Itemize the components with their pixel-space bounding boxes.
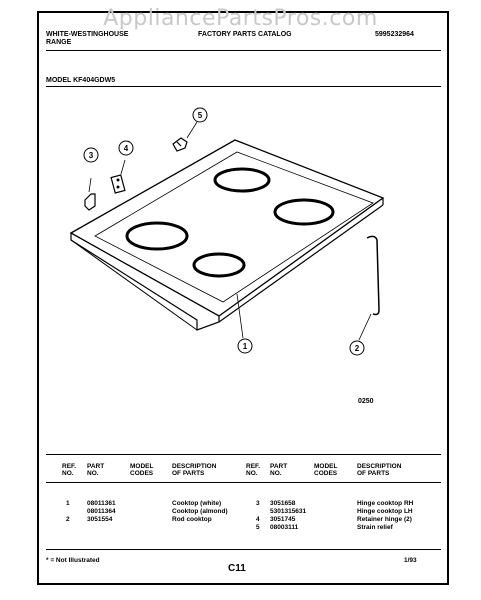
callout-5-label: 5 bbox=[197, 111, 203, 120]
row-part: 08003111 bbox=[270, 524, 299, 531]
burner-opening-left bbox=[127, 223, 187, 249]
cooktop-surface bbox=[71, 140, 383, 316]
callout-5 bbox=[193, 108, 207, 122]
burner-opening-right bbox=[275, 200, 333, 224]
th-model-left: MODEL CODES bbox=[130, 463, 154, 477]
hinge-cooktop-part bbox=[85, 194, 95, 210]
th-ref-left: REF. NO. bbox=[62, 463, 77, 477]
model-rule bbox=[46, 86, 441, 87]
row-part: 3051554 bbox=[87, 516, 113, 523]
row-desc: Rod cooktop bbox=[172, 516, 212, 523]
callout-2 bbox=[350, 341, 364, 355]
not-illustrated-note: * = Not Illustrated bbox=[46, 557, 100, 564]
callout-3 bbox=[84, 148, 98, 162]
row-desc: Cooktop (white) bbox=[172, 500, 222, 507]
row-ref: 1 bbox=[66, 500, 70, 507]
row-desc: Cooktop (almond) bbox=[172, 508, 228, 515]
row-desc: Strain relief bbox=[357, 524, 393, 531]
parts-diagram bbox=[37, 88, 449, 448]
catalog-title: FACTORY PARTS CATALOG bbox=[198, 31, 292, 38]
row-part: 3051745 bbox=[270, 516, 296, 523]
callout-1 bbox=[238, 339, 252, 353]
th-part-left: PART NO. bbox=[87, 463, 105, 477]
retainer-hinge-part bbox=[111, 175, 125, 193]
th-desc-left: DESCRIPTION OF PARTS bbox=[172, 463, 217, 477]
row-desc: Retainer hinge (2) bbox=[357, 516, 412, 523]
callout-2-label: 2 bbox=[354, 344, 360, 353]
rod-cooktop-part bbox=[367, 236, 379, 314]
row-part: 5301315631 bbox=[270, 508, 307, 515]
th-desc-right: DESCRIPTION OF PARTS bbox=[357, 463, 402, 477]
row-ref: 5 bbox=[256, 524, 260, 531]
revision-date: 1/93 bbox=[404, 557, 417, 564]
callout-4-label: 4 bbox=[123, 144, 129, 153]
catalog-number: 5995232964 bbox=[375, 31, 414, 38]
callout-3-label: 3 bbox=[88, 151, 94, 160]
row-part: 08011361 bbox=[87, 500, 116, 507]
brand-line1: WHITE-WESTINGHOUSE bbox=[46, 31, 129, 38]
model-label: MODEL KF404GDW5 bbox=[46, 77, 116, 84]
callout-1-label: 1 bbox=[242, 342, 248, 351]
th-part-right: PART NO. bbox=[270, 463, 288, 477]
header-rule bbox=[46, 50, 441, 51]
row-desc: Hinge cooktop RH bbox=[357, 500, 414, 507]
row-part: 08011364 bbox=[87, 508, 116, 515]
burner-opening-front bbox=[194, 254, 244, 276]
th-ref-right: REF. NO. bbox=[246, 463, 261, 477]
watermark: AppliancePartsPros.com bbox=[103, 6, 378, 31]
brand-line2: RANGE bbox=[46, 39, 72, 46]
row-ref: 3 bbox=[256, 500, 260, 507]
page-number: C11 bbox=[228, 563, 246, 574]
table-header-rule bbox=[46, 482, 441, 483]
table-bottom-rule bbox=[46, 549, 441, 550]
row-part: 3051658 bbox=[270, 500, 296, 507]
callout-4 bbox=[119, 141, 133, 155]
strain-relief-part bbox=[173, 138, 187, 151]
row-ref: 2 bbox=[66, 516, 70, 523]
table-top-rule bbox=[46, 454, 441, 455]
burner-opening-rear bbox=[215, 169, 269, 191]
row-desc: Hinge cooktop LH bbox=[357, 508, 413, 515]
figure-code: 0250 bbox=[358, 398, 374, 405]
row-ref: 4 bbox=[256, 516, 260, 523]
th-model-right: MODEL CODES bbox=[314, 463, 338, 477]
